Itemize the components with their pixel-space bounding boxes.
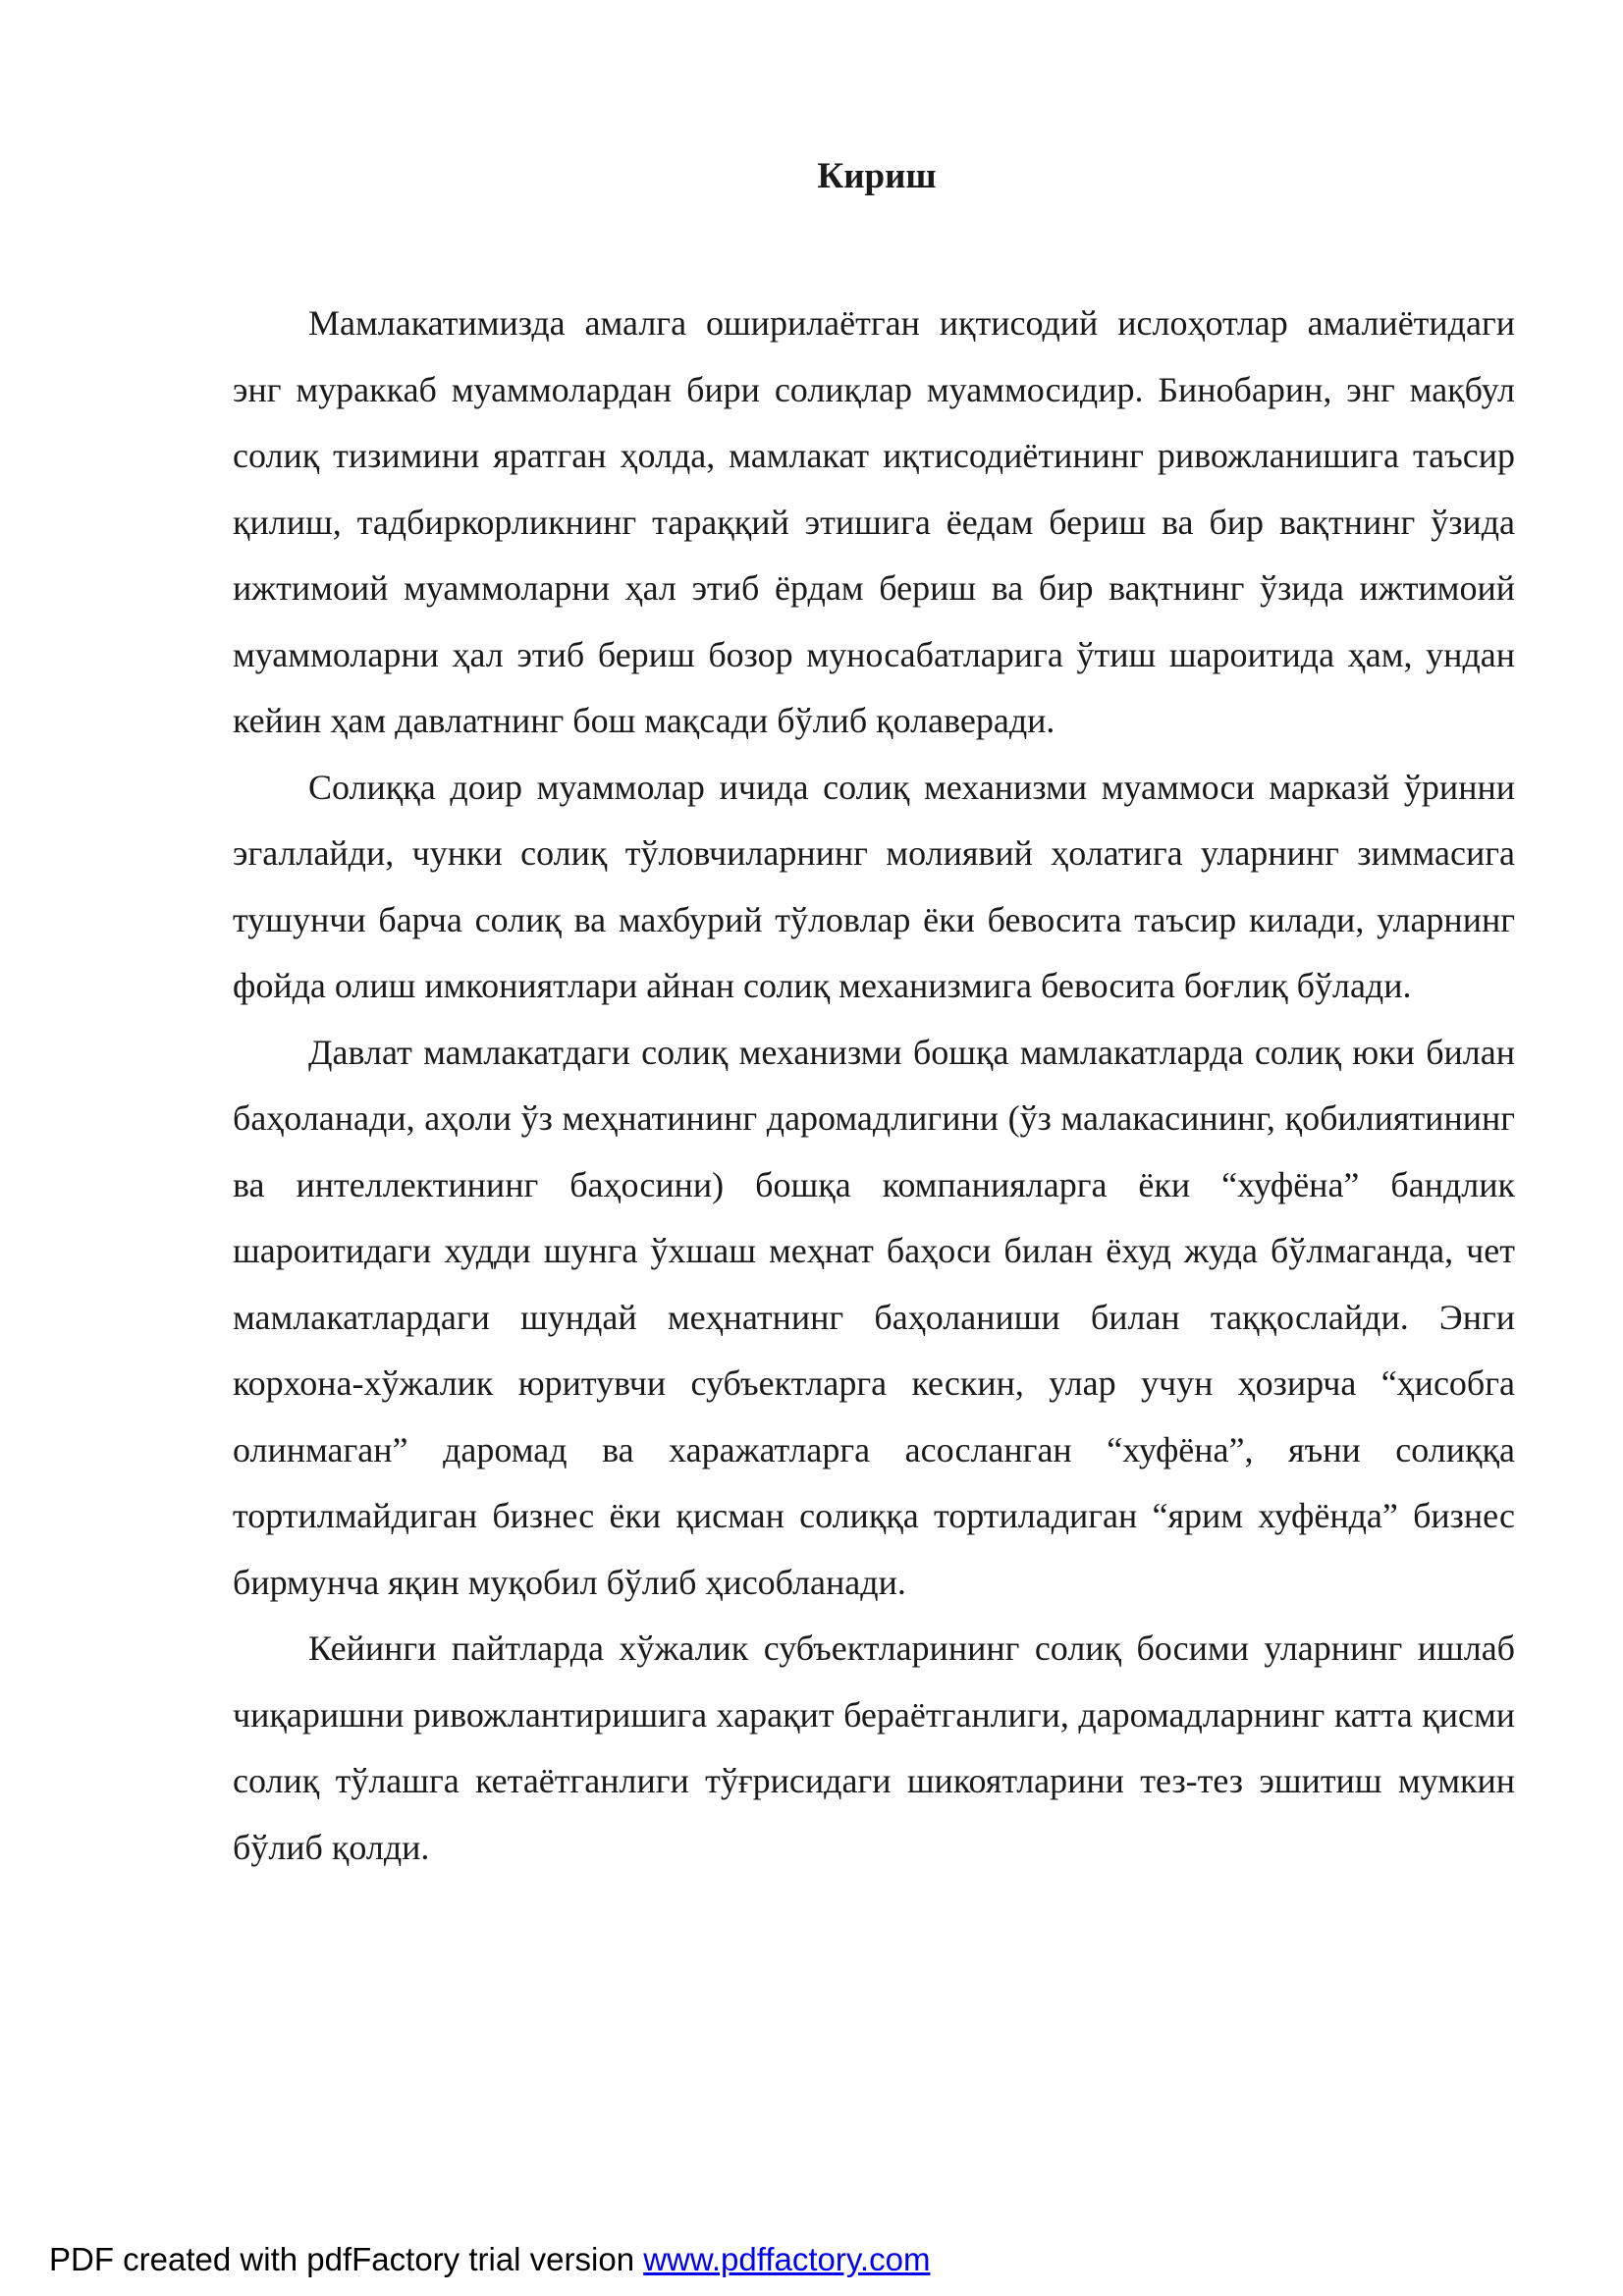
footer-text: PDF created with pdfFactory trial version [49, 2241, 644, 2277]
page-title: Кириш [817, 156, 937, 196]
pdf-footer [49, 2240, 930, 2279]
paragraph-2: Солиққа доир муаммолар ичида солиқ механизми муаммоси марказй ўринни эгаллайди, чунки солиқ тўловчиларнинг молиявий ҳолатига уларнинг зиммасига тушунчи барча солиқ ва махбурий тўловлар ёки бевосита таъсир килади, уларнинг фойда олиш имкониятлари айнан солиқ механизмига бевосита боғлиқ бўлади. [233, 767, 1515, 1005]
paragraph-1: Мамлакатимизда амалга оширилаётган иқтисодий ислоҳотлар амалиётидаги энг мураккаб муаммолардан бири солиқлар муаммосидир. Бинобарин, энг мақбул солиқ тизимини яратган ҳолда, мамлакат иқтисодиётининг ривожланишига таъсир қилиш, тадбиркорликнинг тараққий этишига ёедам бериш ва бир вақтнинг ўзида ижтимоий муаммоларни ҳал этиб ёрдам бериш ва бир вақтнинг ўзида ижтимоий муаммоларни ҳал этиб бериш бозор муносабатларига ўтиш шароитида ҳам, ундан кейин ҳам давлатнинг бош мақсади бўлиб қолаверади. [233, 303, 1515, 740]
body-text [233, 291, 1515, 1881]
footer-link[interactable]: www.pdffactory.com [643, 2241, 931, 2277]
paragraph-4: Кейинги пайтларда хўжалик субъектларининг солиқ босими уларнинг ишлаб чиқаришни ривожлантиришига харақит бераётганлиги, даромадларнинг катта қисми солиқ тўлашга кетаётганлиги тўғрисидаги шикоятларини тез-тез эшитиш мумкин бўлиб қолди. [233, 1629, 1515, 1867]
paragraph-3: Давлат мамлакатдаги солиқ механизми бошқа мамлакатларда солиқ юки билан баҳоланади, аҳоли ўз меҳнатининг даромадлигини (ўз малакасининг, қобилиятининг ва интеллектининг баҳосини) бошқа компанияларга ёки “хуфёна” бандлик шароитидаги худди шунга ўхшаш меҳнат баҳоси билан ёхуд жуда бўлмаганда, чет мамлакатлардаги шундай меҳнатнинг баҳоланиши билан таққослайди. Энги корхона-хўжалик юритувчи субъектларга кескин, улар учун ҳозирча “ҳисобга олинмаган” даромад ва харажатларга асосланган “хуфёна”, яъни солиққа тортилмайдиган бизнес ёки қисман солиққа тортиладиган “ярим хуфёнда” бизнес бирмунча яқин муқобил бўлиб ҳисобланади. [233, 1032, 1515, 1602]
